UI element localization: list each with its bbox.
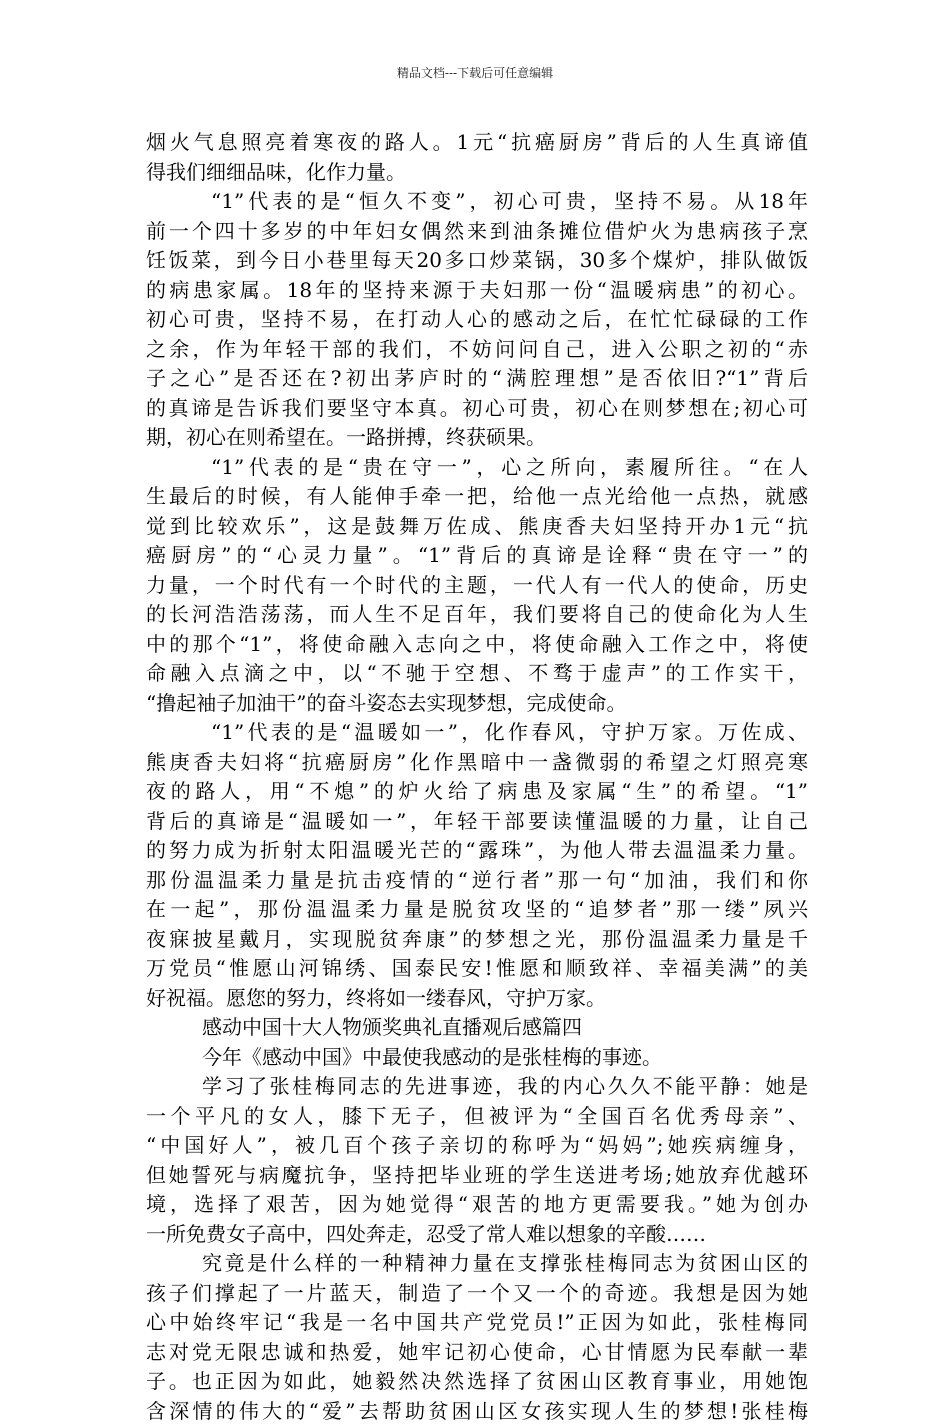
page-header: 精品文档---下载后可任意编辑 bbox=[0, 66, 950, 80]
text-line: 在一起”，那份温温柔力量是脱贫攻坚的“追梦者”那一缕”夙兴 bbox=[146, 895, 808, 925]
text-line: 初心可贵，坚持不易，在打动人心的感动之后，在忙忙碌碌的工作 bbox=[146, 305, 808, 335]
text-line: “中国好人”，被几百个孩子亲切的称呼为“妈妈”;她疾病缠身， bbox=[146, 1131, 808, 1161]
text-line: 一所免费女子高中，四处奔走，忍受了常人难以想象的辛酸…… bbox=[146, 1220, 808, 1250]
text-line: 但她誓死与病魔抗争，坚持把毕业班的学生送进考场;她放弃优越环 bbox=[146, 1161, 808, 1191]
text-line: 的真谛是告诉我们要坚守本真。初心可贵，初心在则梦想在;初心可 bbox=[146, 394, 808, 424]
text-line: 饪饭菜，到今日小巷里每天20多口炒菜锅，30多个煤炉，排队做饭 bbox=[146, 246, 808, 276]
text-line: 子之心”是否还在?初出茅庐时的“满腔理想”是否依旧?“1”背后 bbox=[146, 364, 808, 394]
text-line: 心中始终牢记“我是一名中国共产党党员!”正因为如此，张桂梅同 bbox=[146, 1308, 808, 1338]
text-line: 夜寐披星戴月，实现脱贫奔康”的梦想之光，那份温温柔力量是千 bbox=[146, 925, 808, 955]
text-line: 癌厨房”的“心灵力量”。“1”背后的真谛是诠释“贵在守一”的 bbox=[146, 541, 808, 571]
text-line: 得我们细细品味，化作力量。 bbox=[146, 158, 808, 188]
text-line: 子。也正因为如此，她毅然决然选择了贫困山区教育事业，用她饱 bbox=[146, 1367, 808, 1397]
text-line: 究竟是什么样的一种精神力量在支撑张桂梅同志为贫困山区的 bbox=[146, 1249, 808, 1279]
text-line: 之余，作为年轻干部的我们，不妨问问自己，进入公职之初的“赤 bbox=[146, 335, 808, 365]
text-line: “1”代表的是“恒久不变”，初心可贵，坚持不易。从18年 bbox=[146, 187, 808, 217]
text-line: 今年《感动中国》中最使我感动的是张桂梅的事迹。 bbox=[146, 1043, 808, 1073]
text-line: 前一个四十多岁的中年妇女偶然来到油条摊位借炉火为患病孩子烹 bbox=[146, 217, 808, 247]
document-body bbox=[146, 128, 808, 1426]
text-line: “撸起袖子加油干”的奋斗姿态去实现梦想，完成使命。 bbox=[146, 689, 808, 719]
text-line: 背后的真谛是“温暖如一”，年轻干部要读懂温暖的力量，让自己 bbox=[146, 807, 808, 837]
text-line: 期，初心在则希望在。一路拼搏，终获硕果。 bbox=[146, 423, 808, 453]
text-line: 的长河浩浩荡荡，而人生不足百年，我们要将自己的使命化为人生 bbox=[146, 600, 808, 630]
text-line: 万党员“惟愿山河锦绣、国泰民安!惟愿和顺致祥、幸福美满”的美 bbox=[146, 954, 808, 984]
text-line: 烟火气息照亮着寒夜的路人。1元“抗癌厨房”背后的人生真谛值 bbox=[146, 128, 808, 158]
text-line: 觉到比较欢乐”，这是鼓舞万佐成、熊庚香夫妇坚持开办1元“抗 bbox=[146, 512, 808, 542]
text-line: 的努力成为折射太阳温暖光芒的“露珠”，为他人带去温温柔力量。 bbox=[146, 836, 808, 866]
text-line: 熊庚香夫妇将“抗癌厨房”化作黑暗中一盏微弱的希望之灯照亮寒 bbox=[146, 748, 808, 778]
text-line: 中的那个“1”，将使命融入志向之中，将使命融入工作之中，将使 bbox=[146, 630, 808, 660]
text-line: 孩子们撑起了一片蓝天，制造了一个又一个的奇迹。我想是因为她 bbox=[146, 1279, 808, 1309]
text-line: “1”代表的是“贵在守一”，心之所向，素履所往。“在人 bbox=[146, 453, 808, 483]
text-line: 命融入点滴之中，以“不驰于空想、不骛于虚声”的工作实干， bbox=[146, 659, 808, 689]
text-line: 含深情的伟大的“爱”去帮助贫困山区女孩实现人生的梦想!张桂梅 bbox=[146, 1397, 808, 1426]
text-line: 境，选择了艰苦，因为她觉得“艰苦的地方更需要我。”她为创办 bbox=[146, 1190, 808, 1220]
text-line: 感动中国十大人物颁奖典礼直播观后感篇四 bbox=[146, 1013, 808, 1043]
text-line: 好祝福。愿您的努力，终将如一缕春风，守护万家。 bbox=[146, 984, 808, 1014]
text-line: 生最后的时候，有人能伸手牵一把，给他一点光给他一点热，就感 bbox=[146, 482, 808, 512]
text-line: 夜的路人，用“不熄”的炉火给了病患及家属“生”的希望。“1” bbox=[146, 777, 808, 807]
text-line: 那份温温柔力量是抗击疫情的“逆行者”那一句“加油，我们和你 bbox=[146, 866, 808, 896]
text-line: 一个平凡的女人，膝下无子，但被评为“全国百名优秀母亲”、 bbox=[146, 1102, 808, 1132]
text-line: “1”代表的是“温暖如一”，化作春风，守护万家。万佐成、 bbox=[146, 718, 808, 748]
text-line: 学习了张桂梅同志的先进事迹，我的内心久久不能平静：她是 bbox=[146, 1072, 808, 1102]
text-line: 的病患家属。18年的坚持来源于夫妇那一份“温暖病患”的初心。 bbox=[146, 276, 808, 306]
text-line: 志对党无限忠诚和热爱，她牢记初心使命，心甘情愿为民奉献一辈 bbox=[146, 1338, 808, 1368]
text-line: 力量，一个时代有一个时代的主题，一代人有一代人的使命，历史 bbox=[146, 571, 808, 601]
